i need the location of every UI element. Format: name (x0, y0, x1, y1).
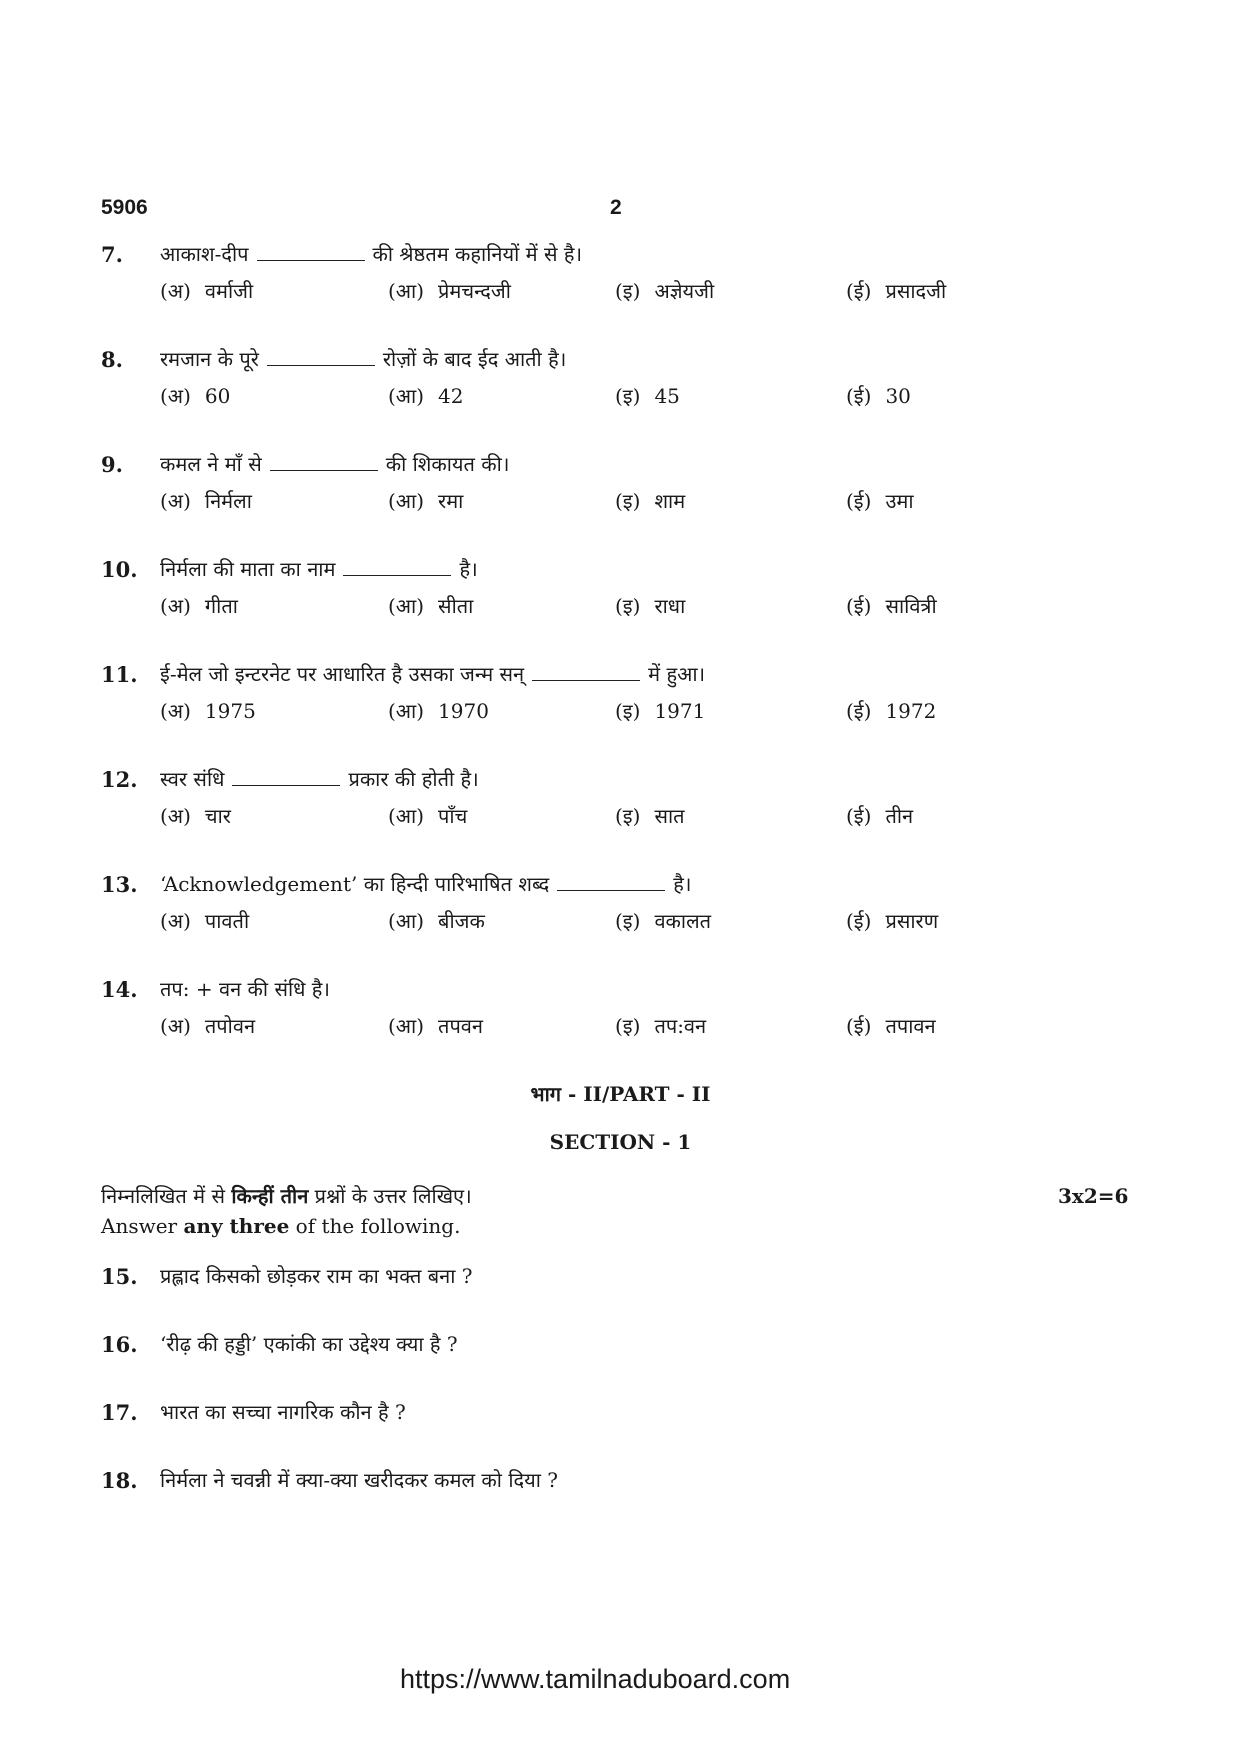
question-number: 15. (101, 1264, 138, 1289)
instruction-english: Answer any three of the following. (101, 1214, 461, 1238)
option-d: (ई) उमा (846, 489, 914, 513)
option-d: (ई) 30 (846, 384, 911, 408)
question-text: कमल ने माँ से की शिकायत की। (160, 452, 510, 476)
question-text: निर्मला ने चवन्नी में क्या-क्या खरीदकर कमल को दिया ? (160, 1468, 558, 1492)
answer-blank (343, 574, 451, 576)
question-text: भारत का सच्चा नागरिक कौन है ? (160, 1400, 406, 1424)
question-number: 8. (101, 347, 123, 372)
option-c: (इ) राधा (615, 594, 686, 618)
option-d: (ई) तीन (846, 804, 914, 828)
answer-blank (267, 364, 375, 366)
option-a: (अ) वर्माजी (160, 279, 254, 303)
section-heading: SECTION - 1 (549, 1130, 692, 1154)
answer-blank (557, 889, 665, 891)
answer-blank (532, 679, 640, 681)
question-number: 17. (101, 1400, 138, 1425)
paper-code: 5906 (101, 196, 148, 219)
question-text: स्वर संधि प्रकार की होती है। (160, 767, 479, 791)
question-number: 12. (101, 767, 138, 792)
option-b: (आ) पाँच (388, 804, 468, 828)
option-a: (अ) तपोवन (160, 1014, 256, 1038)
option-b: (आ) रमा (388, 489, 464, 513)
question-number: 13. (101, 872, 138, 897)
question-text: ‘Acknowledgement’ का हिन्दी पारिभाषित शब्द है। (160, 872, 692, 896)
question-text: ई-मेल जो इन्टरनेट पर आधारित है उसका जन्म सन् में हुआ। (160, 662, 706, 686)
page-number: 2 (610, 196, 622, 219)
option-d: (ई) प्रसादजी (846, 279, 947, 303)
instruction-hindi: निम्नलिखित में से किन्हीं तीन प्रश्नों के उत्तर लिखिए। (101, 1184, 472, 1208)
option-a: (अ) 1975 (160, 699, 256, 723)
option-c: (इ) शाम (615, 489, 686, 513)
question-text: निर्मला की माता का नाम है। (160, 557, 478, 581)
option-a: (अ) चार (160, 804, 231, 828)
option-c: (इ) सात (615, 804, 685, 828)
question-number: 9. (101, 452, 123, 477)
option-a: (अ) निर्मला (160, 489, 252, 513)
option-b: (आ) बीजक (388, 909, 485, 933)
question-text: प्रह्लाद किसको छोड़कर राम का भक्त बना ? (160, 1264, 473, 1288)
question-text: ‘रीढ़ की हड्डी’ एकांकी का उद्देश्य क्या है ? (160, 1332, 458, 1356)
option-a: (अ) 60 (160, 384, 231, 408)
question-text: रमजान के पूरे रोज़ों के बाद ईद आती है। (160, 347, 567, 371)
part-heading: भाग - II/PART - II (530, 1082, 711, 1106)
option-a: (अ) गीता (160, 594, 238, 618)
option-d: (ई) 1972 (846, 699, 937, 723)
option-b: (आ) तपवन (388, 1014, 484, 1038)
option-c: (इ) वकालत (615, 909, 712, 933)
option-b: (आ) प्रेमचन्दजी (388, 279, 511, 303)
question-number: 14. (101, 977, 138, 1002)
question-number: 7. (101, 242, 123, 267)
option-c: (इ) अज्ञेयजी (615, 279, 715, 303)
answer-blank (232, 784, 340, 786)
answer-blank (270, 469, 378, 471)
question-text: आकाश-दीप की श्रेष्ठतम कहानियों में से है। (160, 242, 583, 266)
option-c: (इ) 1971 (615, 699, 706, 723)
marks-allocation: 3x2=6 (1058, 1184, 1129, 1208)
option-c: (इ) 45 (615, 384, 680, 408)
option-b: (आ) सीता (388, 594, 474, 618)
question-number: 10. (101, 557, 138, 582)
option-d: (ई) प्रसारण (846, 909, 939, 933)
question-number: 11. (101, 662, 138, 687)
question-number: 18. (101, 1468, 138, 1493)
question-number: 16. (101, 1332, 138, 1357)
option-a: (अ) पावती (160, 909, 250, 933)
option-c: (इ) तप:वन (615, 1014, 707, 1038)
answer-blank (257, 259, 365, 261)
option-d: (ई) तपावन (846, 1014, 936, 1038)
option-d: (ई) सावित्री (846, 594, 937, 618)
option-b: (आ) 1970 (388, 699, 489, 723)
question-text: तप: + वन की संधि है। (160, 977, 331, 1001)
footer-url[interactable]: https://www.tamilnaduboard.com (400, 1664, 791, 1694)
option-b: (आ) 42 (388, 384, 464, 408)
